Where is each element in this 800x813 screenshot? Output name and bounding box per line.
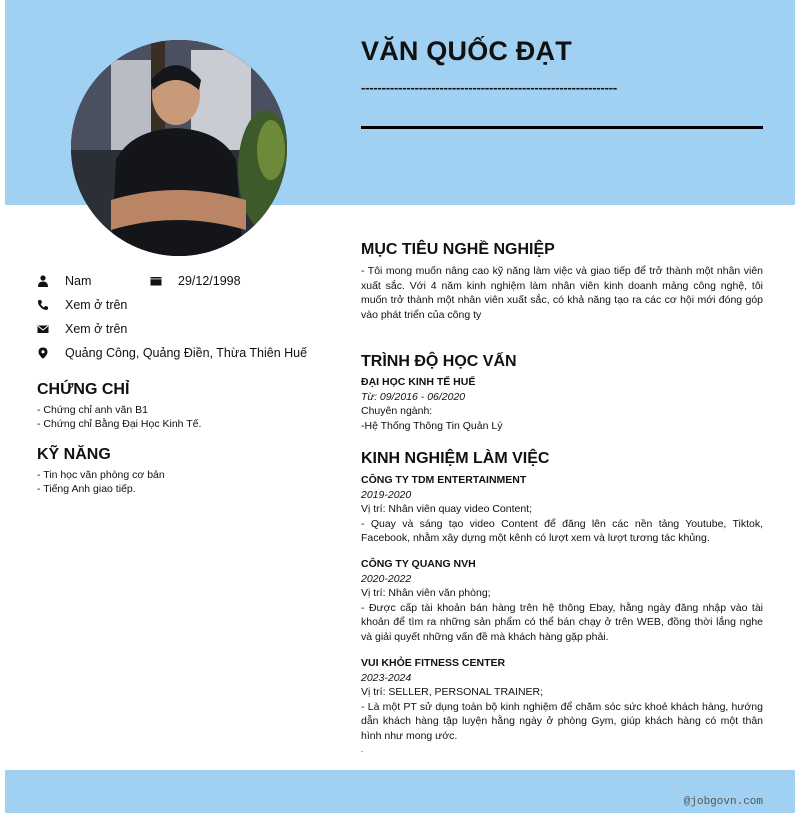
email-value: Xem ở trên (65, 322, 128, 336)
major-value: -Hệ Thống Thông Tin Quản Lý (361, 419, 503, 432)
job-entry (361, 656, 763, 758)
contact-address (37, 346, 307, 360)
profile-photo (71, 40, 287, 256)
experience-heading: KINH NGHIỆM LÀM VIỆC (361, 450, 550, 467)
contact-birthday (150, 274, 241, 288)
subtitle-placeholder: -------------------------------------------------------------- (361, 80, 618, 95)
job-description: - Quay và sáng tạo video Content để đăng lên các nền tảng Youtube, Tiktok, Facebook, nhằm xây dựng một kênh có lượt xem và lượt tương tác khủng. (361, 517, 763, 544)
job-position: Vị trí: Nhân viên quay video Content; (361, 503, 533, 515)
trailing-mark: . (361, 745, 364, 754)
education-heading: TRÌNH ĐỘ HỌC VẤN (361, 353, 517, 370)
phone-value: Xem ở trên (65, 298, 128, 312)
job-entry (361, 473, 763, 546)
contact-phone (37, 298, 127, 312)
address-value: Quảng Công, Quảng Điền, Thừa Thiên Huế (65, 346, 308, 360)
contact-email (37, 322, 127, 336)
job-company: CÔNG TY QUANG NVH (361, 558, 476, 570)
skill-item: - Tiếng Anh giao tiếp. (37, 483, 136, 495)
job-position: Vị trí: SELLER, PERSONAL TRAINER; (361, 686, 544, 698)
objective-text: - Tôi mong muốn nâng cao kỹ năng làm việc và giao tiếp để trở thành một nhân viên xuất sắc. Với 4 năm kinh nghiệm làm nhân viên kinh doanh mảng công nghệ, tôi muốn trở thành một nhân viên xuất sắc, có khả năng tạo ra các cơ hội mới đóng góp vào phát triển của công ty (361, 265, 763, 321)
phone-icon (37, 299, 49, 311)
footer-watermark: @jobgovn.com (683, 796, 763, 808)
skills-heading: KỸ NĂNG (37, 446, 111, 463)
education-period: Từ: 09/2016 - 06/2020 (361, 390, 466, 403)
job-period: 2023-2024 (361, 671, 412, 684)
birthday-value: 29/12/1998 (178, 274, 241, 288)
job-period: 2020-2022 (361, 572, 412, 585)
location-pin-icon (37, 347, 49, 359)
school-name: ĐẠI HỌC KINH TẾ HUẾ (361, 376, 476, 388)
certificate-item: - Chứng chỉ anh văn B1 (37, 404, 148, 416)
contact-gender (37, 274, 91, 288)
candidate-name: VĂN QUỐC ĐẠT (361, 36, 572, 66)
job-entry (361, 557, 763, 644)
job-period: 2019-2020 (361, 488, 412, 501)
job-company: CÔNG TY TDM ENTERTAINMENT (361, 474, 527, 486)
job-company: VUI KHỎE FITNESS CENTER (361, 657, 506, 669)
objective-heading: MỤC TIÊU NGHỀ NGHIỆP (361, 241, 555, 258)
education-entry (361, 375, 763, 433)
job-position: Vị trí: Nhân viên văn phòng; (361, 587, 491, 599)
footer-band (5, 770, 795, 813)
header-divider (361, 126, 763, 129)
certificate-item: - Chứng chỉ Bằng Đại Học Kinh Tế. (37, 418, 202, 430)
certificates-heading: CHỨNG CHỈ (37, 381, 130, 398)
mail-icon (37, 323, 49, 335)
user-icon (37, 275, 49, 287)
major-label: Chuyên ngành: (361, 405, 433, 417)
calendar-icon (150, 275, 162, 287)
gender-value: Nam (65, 274, 92, 288)
profile-photo-illustration (71, 40, 287, 256)
job-description: - Là một PT sử dụng toàn bộ kinh nghiệm để chăm sóc sức khoẻ khách hàng, hướng dẫn khách hàng tập luyện hằng ngày ở phòng Gym, giúp khách hàng có một thân hình như mong ước. (361, 700, 763, 742)
skill-item: - Tin học văn phòng cơ bản (37, 469, 165, 481)
job-description: - Được cấp tài khoản bán hàng trên hệ thông Ebay, hằng ngày đăng nhập vào tài khoản để tìm ra những sản phẩm có thể bán chạy ở trên WEB, đồng thời lắng nghe và giải quyết những vấn đề mà khách hàng gặp phải. (361, 601, 763, 643)
